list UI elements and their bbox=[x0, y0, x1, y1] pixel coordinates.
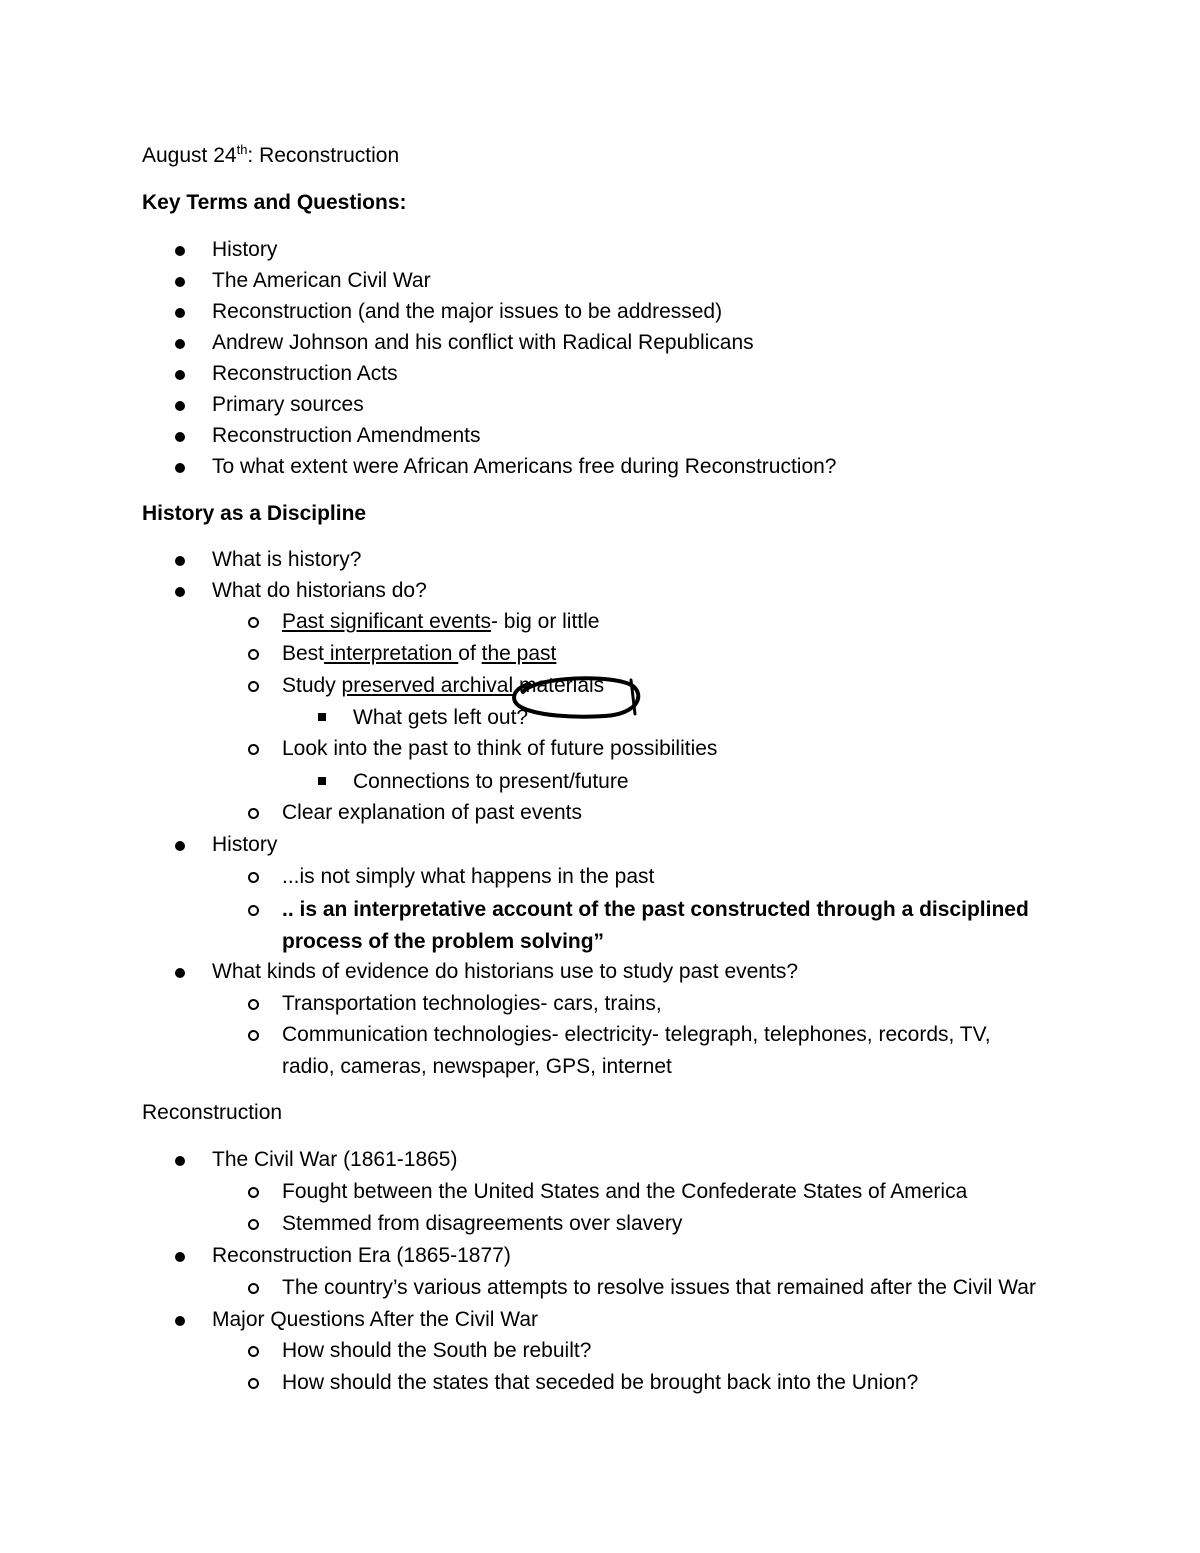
bullet-icon bbox=[175, 463, 185, 473]
list-item: Communication technologies- electricity- telegraph, telephones, records, TV, bbox=[282, 1023, 991, 1046]
page-title: August 24th: Reconstruction bbox=[142, 142, 400, 167]
list-item: Primary sources bbox=[212, 393, 364, 416]
key-terms-heading: Key Terms and Questions: bbox=[142, 191, 407, 214]
bullet-icon bbox=[175, 277, 185, 287]
list-item: How should the states that seceded be brought back into the Union? bbox=[282, 1371, 919, 1394]
list-item: The Civil War (1861-1865) bbox=[212, 1148, 458, 1171]
list-item: Look into the past to think of future possibilities bbox=[282, 737, 718, 760]
list-item: History bbox=[212, 238, 278, 261]
list-item: Stemmed from disagreements over slavery bbox=[282, 1212, 683, 1235]
circle-bullet-icon bbox=[248, 1030, 259, 1041]
square-bullet-icon bbox=[318, 777, 326, 785]
circle-bullet-icon bbox=[248, 1219, 259, 1230]
list-item: To what extent were African Americans free during Reconstruction? bbox=[212, 455, 837, 478]
list-item: Fought between the United States and the Confederate States of America bbox=[282, 1180, 968, 1203]
list-item: Reconstruction Amendments bbox=[212, 424, 481, 447]
circle-bullet-icon bbox=[248, 681, 259, 692]
circle-bullet-icon bbox=[248, 649, 259, 660]
list-item: What is history? bbox=[212, 548, 362, 571]
list-item: Past significant events- big or little bbox=[282, 610, 600, 633]
bullet-icon bbox=[175, 308, 185, 318]
bullet-icon bbox=[175, 968, 185, 978]
list-item: How should the South be rebuilt? bbox=[282, 1339, 592, 1362]
bullet-icon bbox=[175, 1252, 185, 1262]
circle-bullet-icon bbox=[248, 905, 259, 916]
circle-bullet-icon bbox=[248, 1346, 259, 1357]
circle-bullet-icon bbox=[248, 872, 259, 883]
list-item: Transportation technologies- cars, trains, bbox=[282, 992, 662, 1015]
bullet-icon bbox=[175, 1316, 185, 1326]
list-item: .. is an interpretative account of the past constructed through a disciplined bbox=[282, 898, 1029, 921]
circle-bullet-icon bbox=[248, 999, 259, 1010]
bullet-icon bbox=[175, 370, 185, 380]
bullet-icon bbox=[175, 587, 185, 597]
list-item: Major Questions After the Civil War bbox=[212, 1308, 538, 1331]
list-item: Connections to present/future bbox=[353, 770, 629, 793]
list-item: History bbox=[212, 833, 278, 856]
list-item: Andrew Johnson and his conflict with Radical Republicans bbox=[212, 331, 754, 354]
discipline-heading: History as a Discipline bbox=[142, 502, 367, 525]
bullet-icon bbox=[175, 432, 185, 442]
bullet-icon bbox=[175, 1156, 185, 1166]
bullet-icon bbox=[175, 339, 185, 349]
circle-bullet-icon bbox=[248, 1378, 259, 1389]
list-item-continuation: process of the problem solving” bbox=[282, 930, 605, 953]
list-item-continuation: radio, cameras, newspaper, GPS, internet bbox=[282, 1055, 672, 1078]
circle-bullet-icon bbox=[248, 1283, 259, 1294]
list-item: The country’s various attempts to resolve issues that remained after the Civil War bbox=[282, 1276, 1036, 1299]
circle-bullet-icon bbox=[248, 744, 259, 755]
list-item: What gets left out? bbox=[353, 706, 529, 729]
list-item: Reconstruction Acts bbox=[212, 362, 398, 385]
list-item: ...is not simply what happens in the past bbox=[282, 865, 655, 888]
reconstruction-heading: Reconstruction bbox=[142, 1101, 283, 1124]
bullet-icon bbox=[175, 401, 185, 411]
circle-bullet-icon bbox=[248, 808, 259, 819]
list-item: The American Civil War bbox=[212, 269, 431, 292]
bullet-icon bbox=[175, 556, 185, 566]
bullet-icon bbox=[175, 841, 185, 851]
handwritten-circle-annotation bbox=[505, 670, 655, 730]
bullet-icon bbox=[175, 246, 185, 256]
list-item: Clear explanation of past events bbox=[282, 801, 583, 824]
list-item: What do historians do? bbox=[212, 579, 427, 602]
circle-bullet-icon bbox=[248, 1187, 259, 1198]
circle-bullet-icon bbox=[248, 617, 259, 628]
list-item: Reconstruction Era (1865-1877) bbox=[212, 1244, 511, 1267]
list-item: Study preserved archival materials bbox=[282, 674, 605, 697]
list-item: Best interpretation of the past bbox=[282, 642, 557, 665]
list-item: Reconstruction (and the major issues to be addressed) bbox=[212, 300, 723, 323]
square-bullet-icon bbox=[318, 713, 326, 721]
list-item: What kinds of evidence do historians use to study past events? bbox=[212, 960, 799, 983]
